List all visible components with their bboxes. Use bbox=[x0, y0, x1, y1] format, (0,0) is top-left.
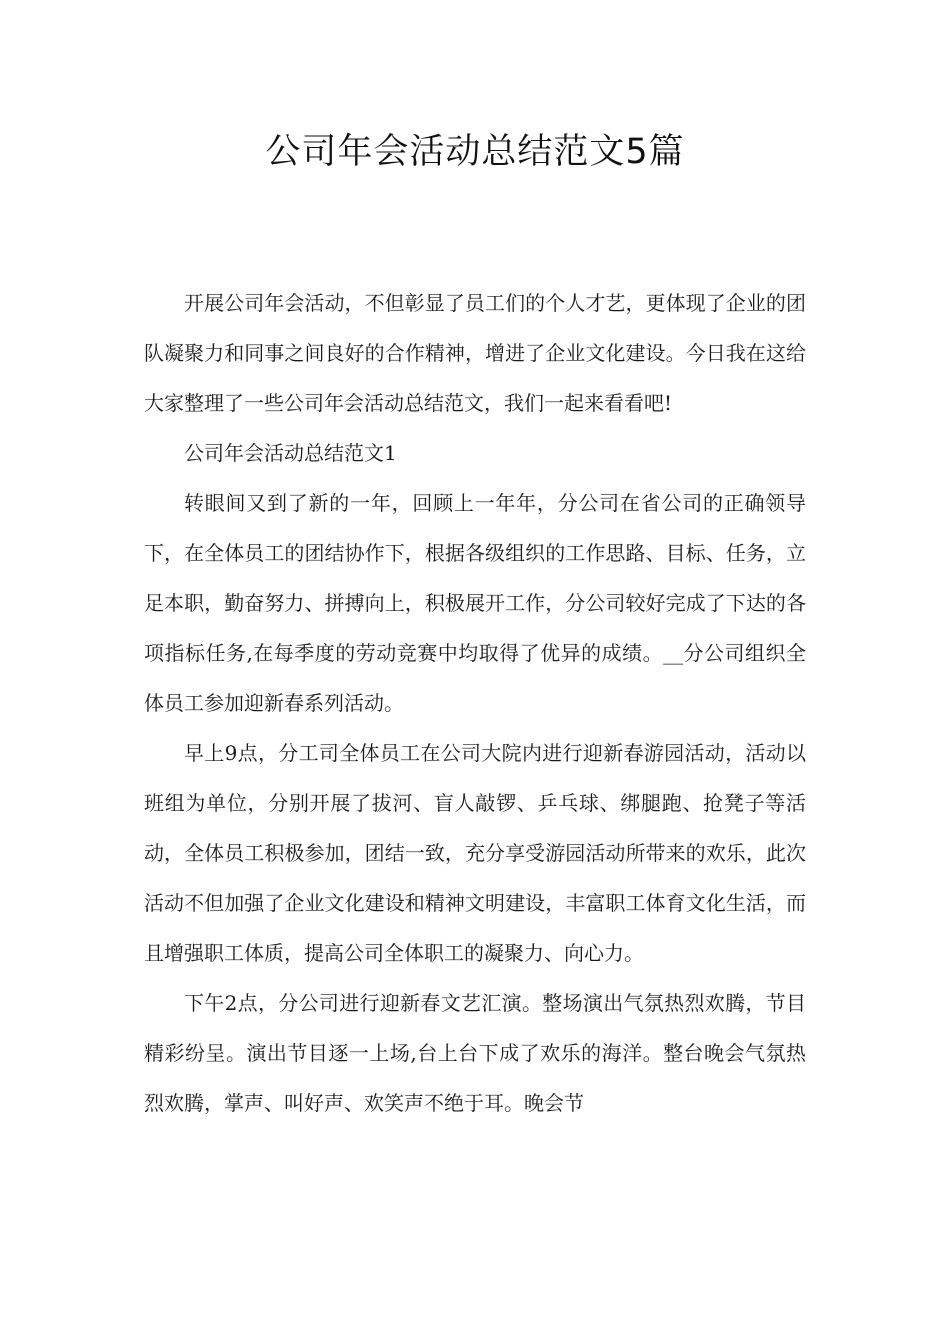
section-heading: 公司年会活动总结范文1 bbox=[184, 441, 397, 465]
intro-paragraph: 开展公司年会活动，不但彰显了员工们的个人才艺，更体现了企业的团队凝聚力和同事之间良好的合作精神，增进了企业文化建设。今日我在这给大家整理了一些公司年会活动总结范文，我们一起来看看吧! bbox=[144, 291, 806, 415]
document-body bbox=[144, 278, 806, 1128]
document-title: 公司年会活动总结范文5篇 bbox=[265, 132, 685, 172]
body-paragraph: 下午2点，分公司进行迎新春文艺汇演。整场演出气氛热烈欢腾，节目精彩纷呈。演出节目逐一上场,台上台下成了欢乐的海洋。整台晚会气氛热烈欢腾，掌声、叫好声、欢笑声不绝于耳。晚会节 bbox=[144, 991, 806, 1115]
body-paragraph: 转眼间又到了新的一年，回顾上一年年，分公司在省公司的正确领导下，在全体员工的团结协作下，根据各级组织的工作思路、目标、任务，立足本职，勤奋努力、拼搏向上，积极展开工作，分公司较好完成了下达的各项指标任务,在每季度的劳动竞赛中均取得了优异的成绩。__分公司组织全体员工参加迎新春系列活动。 bbox=[144, 491, 806, 715]
body-paragraph: 早上9点，分工司全体员工在公司大院内进行迎新春游园活动，活动以班组为单位，分别开展了拔河、盲人敲锣、乒乓球、绑腿跑、抢凳子等活动，全体员工积极参加，团结一致，充分享受游园活动所带来的欢乐，此次活动不但加强了企业文化建设和精神文明建设，丰富职工体育文化生活，而且增强职工体质，提高公司全体职工的凝聚力、向心力。 bbox=[144, 741, 806, 965]
